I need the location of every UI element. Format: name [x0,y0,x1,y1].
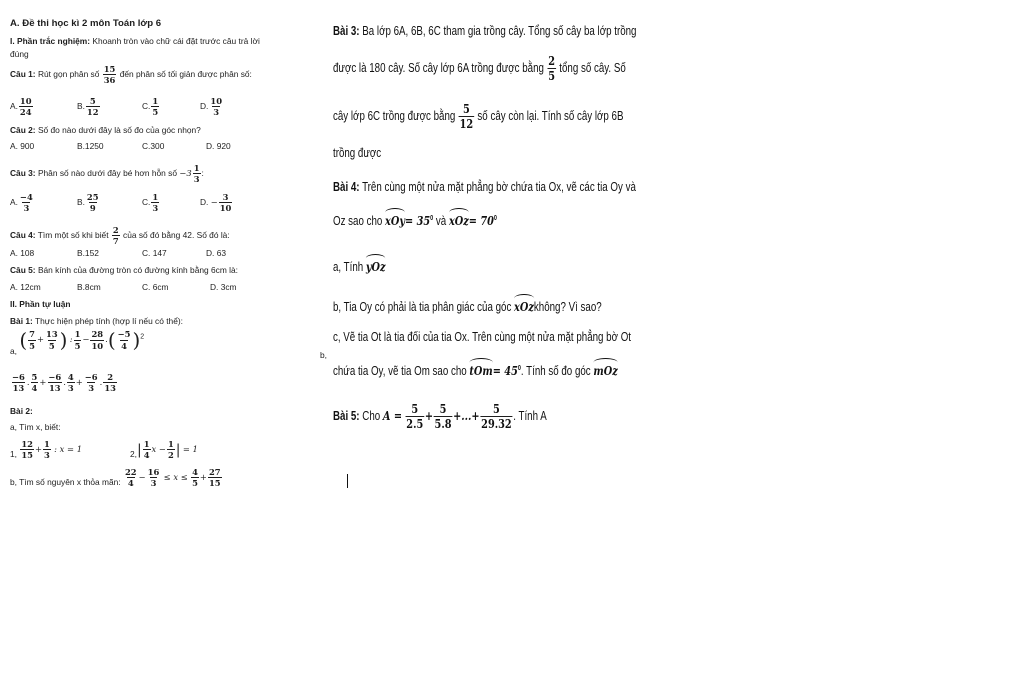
question-3: Câu 3: Phân số nào dưới đây bé hơn hỗn số −3 $\frac{1}{3}$ : [10,163,204,185]
q4-option-b: B.152 [77,248,99,258]
q3-option-d: D. − $\frac{3}{10}$ [200,192,232,214]
q1-option-a: A. $\frac{10}{24}$ [10,96,32,118]
angle-yOz: yOz [366,256,386,274]
exercise-5: Bài 5: Cho A = $\frac{5}{2.5}$ + $\frac{5}{5.8}$ +...+ $\frac{5}{29.32}$ . Tính A [333,400,547,432]
q4-options [10,248,330,260]
q4-option-d: D. 63 [206,248,227,258]
exercise-2: Bài 2: [10,406,33,416]
exercise-3-fraction-1: $\frac{2}{5}$ [548,52,555,84]
exercise-4a: a, Tính yOz [333,256,386,274]
q3-option-b: B. $\frac{25}{9}$ [77,192,99,214]
exercise-3-line-4: trồng được [333,146,382,160]
q1-fraction: $\frac{15}{36}$ [103,64,116,86]
exercise-4b: b, Tia Oy có phải là tia phân giác của góc xOzkhông? Vì sao? [333,296,602,314]
q3-option-c: C. $\frac{1}{3}$ [142,192,159,214]
angle-mOz: mOz [593,360,617,378]
part1-heading-wrap: đúng [10,49,29,59]
exercise-2a: a, Tìm x, biết: [10,422,61,432]
exercise-4c-line-1: c, Vẽ tia Ot là tia đối của tia Ox. Trên cùng một nửa mặt phẳng bờ Ot [333,330,631,344]
q5-option-d: D. 3cm [210,282,237,292]
exercise-4c-line-2: chứa tia Oy, vẽ tia Om sao cho $tOm= 45^0$. Tính số đo góc mOz [333,360,618,378]
exercise-2b: b, Tìm số nguyên x thỏa mãn: $\frac{22}{4}$ − $\frac{16}{3}$ ≤ x ≤ $\frac{4}{5}$ + $\frac{27}{15}$ [10,467,221,489]
q2-options [10,141,330,153]
part1-heading: I. Phần trắc nghiệm: Khoanh tròn vào chữ cái đặt trước câu trả lời [10,36,260,46]
q4-option-a: A. 108 [10,248,35,258]
question-1: Câu 1: Rút gọn phân số $\frac{15}{36}$ đến phân số tối giản được phân số: [10,64,252,86]
q5-option-a: A. 12cm [10,282,41,292]
question-2: Câu 2: Số đo nào dưới đây là số đo của góc nhọn? [10,125,201,135]
q2-option-a: A. 900 [10,141,35,151]
q5-option-c: C. 6cm [142,282,169,292]
exercise-3-line-2: được là 180 cây. Số cây lớp 6A trồng được bằng $\frac{2}{5}$ tổng số cây. Số [333,52,626,84]
q1-options [10,97,330,121]
q5-options [10,282,330,294]
q3-option-a: A. $\frac{-4}{3}$ [10,192,33,214]
q4-option-c: C. 147 [142,248,167,258]
q2-option-d: D. 920 [206,141,231,151]
angle-xOz-b: xOz [514,296,534,314]
question-5: Câu 5: Bán kính của đường tròn có đường kính bằng 6cm là: [10,265,238,275]
exercise-1: Bài 1: Thực hiện phép tính (hợp lí nếu có thể): [10,316,183,326]
page-title: A. Đề thi học kì 2 môn Toán lớp 6 [10,18,162,29]
exercise-1b: $\frac{-6}{13}$ . $\frac{5}{4}$ + $\frac{-6}{13}$ . $\frac{4}{3}$ + $\frac{-6}{3}$ . $\frac{2}{13}$ [12,372,116,394]
exercise-1b-label: b, [320,350,327,360]
q5-option-b: B.8cm [77,282,101,292]
q1-option-d: D. $\frac{10}{3}$ [200,96,223,118]
question-4: Câu 4: Tìm một số khi biết $\frac{2}{7}$ của số đó bằng 42. Số đó là: [10,225,230,247]
q2-option-b: B.1250 [77,141,104,151]
q2-option-c: C.300 [142,141,165,151]
text-cursor [347,474,348,488]
angle-tOm: tOm [469,360,492,378]
exercise-3-line-3: cây lớp 6C trồng được bằng $\frac{5}{12}$ số cây còn lại. Tính số cây lớp 6B [333,100,624,132]
equation-1: 1, $\frac{12}{15}$ + $\frac{1}{3}$ : x = 1 [10,439,83,461]
q3-mixed-fraction: $\frac{1}{3}$ [193,163,200,185]
angle-xOz: xOz [449,210,469,228]
exercise-4-line-1: Bài 4: Trên cùng một nửa mặt phẳng bờ chứa tia Ox, vẽ các tia Oy và [333,180,636,194]
q1-option-c: C. $\frac{1}{5}$ [142,96,159,118]
exercise-2a-equations [10,438,330,464]
exercise-3-fraction-2: $\frac{5}{12}$ [459,100,474,132]
angle-xOy: xOy [385,210,405,228]
exercise-3-line-1: Bài 3: Ba lớp 6A, 6B, 6C tham gia trồng cây. Tổng số cây ba lớp trồng [333,24,637,38]
q1-option-b: B. $\frac{5}{12}$ [77,96,99,118]
q3-options [10,193,330,217]
exercise-1a: a, ( $\frac{7}{5}$ + $\frac{13}{5}$ ) : $\frac{1}{5}$ − $\frac{28}{10}$ .( $\frac{-5}{4}$ )$^2$ [10,328,145,357]
part2-heading: II. Phần tự luận [10,299,71,309]
equation-2: 2,| $\frac{1}{4}$ x − $\frac{1}{2}$ | = 1 [130,439,198,461]
q4-fraction: $\frac{2}{7}$ [112,225,119,247]
exercise-4-line-2: Oz sao cho $xOy= 35^0$ và $xOz= 70^0$ [333,210,497,228]
